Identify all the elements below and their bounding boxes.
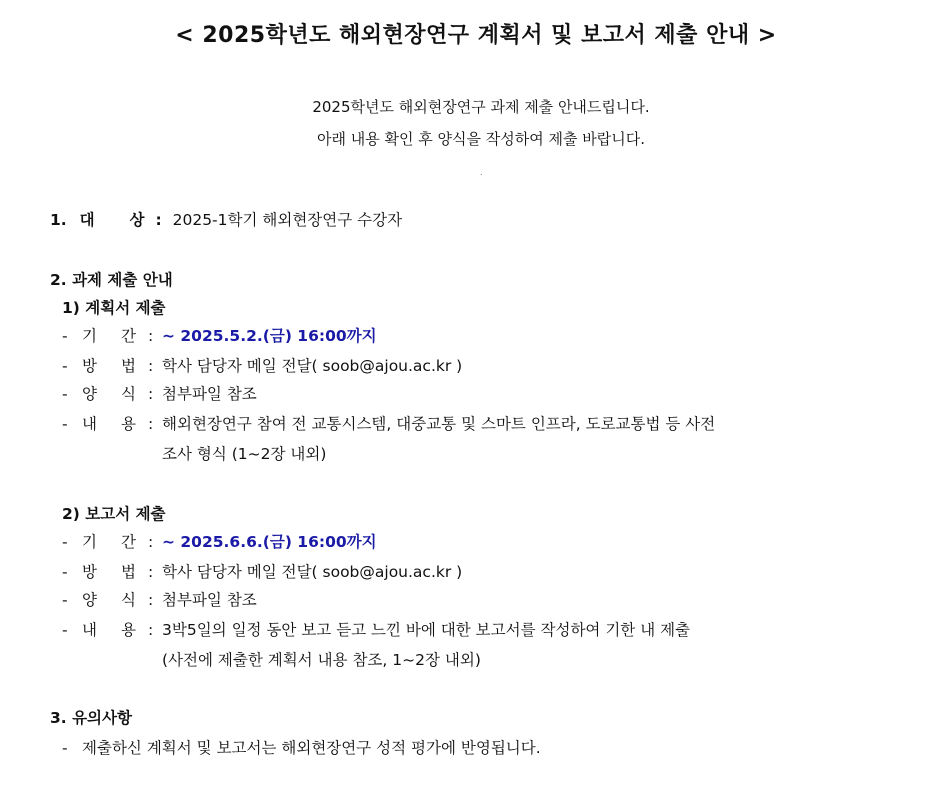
plan-row-period bbox=[62, 326, 377, 346]
plan-deadline: ~ 2025.5.2.(금) 16:00까지 bbox=[162, 327, 377, 345]
row-dash: - bbox=[62, 327, 68, 345]
row-label: 양 식 bbox=[82, 591, 136, 609]
row-colon: : bbox=[148, 327, 154, 345]
section-3-text: 제출하신 계획서 및 보고서는 해외현장연구 성적 평가에 반영됩니다. bbox=[82, 739, 541, 757]
section-1-value: 2025-1학기 해외현장연구 수강자 bbox=[172, 211, 403, 229]
section-1-label-a: 대 bbox=[79, 211, 95, 229]
report-deadline: ~ 2025.6.6.(금) 16:00까지 bbox=[162, 533, 377, 551]
plan-method-value: 학사 담당자 메일 전달( soob@ajou.ac.kr ) bbox=[162, 357, 463, 375]
row-label: 내 용 bbox=[82, 415, 136, 433]
row-label: 내 용 bbox=[82, 621, 136, 639]
section-2-heading: 2. 과제 제출 안내 bbox=[50, 271, 173, 289]
section-3-heading: 3. 유의사항 bbox=[50, 709, 132, 727]
section-1-colon: : bbox=[155, 211, 162, 229]
intro-line-1: 2025학년도 해외현장연구 과제 제출 안내드립니다. bbox=[312, 98, 650, 116]
report-row-period: - 기 간 : ~ 2025.6.6.(금) 16:00까지 bbox=[62, 533, 377, 551]
row-label: 기 간 bbox=[82, 327, 136, 345]
plan-content-value: 해외현장연구 참여 전 교통시스템, 대중교통 및 스마트 인프라, 도로교통법 등 사전 bbox=[162, 415, 716, 433]
report-method-value: 학사 담당자 메일 전달( soob@ajou.ac.kr ) bbox=[162, 563, 463, 581]
row-label: 기 간 bbox=[82, 533, 136, 551]
row-label: 양 식 bbox=[82, 385, 136, 403]
section-1-label-b: 상 bbox=[129, 211, 145, 229]
plan-content-continued: 조사 형식 (1~2장 내외) bbox=[162, 445, 327, 463]
section-1-target bbox=[50, 210, 402, 230]
document-title: < 2025학년도 해외현장연구 계획서 및 보고서 제출 안내 > bbox=[175, 23, 777, 48]
report-content-continued: (사전에 제출한 계획서 내용 참조, 1~2장 내외) bbox=[162, 651, 481, 669]
section-3-note: - 제출하신 계획서 및 보고서는 해외현장연구 성적 평가에 반영됩니다. bbox=[62, 739, 541, 757]
report-row-form: - 양 식 : 첨부파일 참조 bbox=[62, 591, 257, 609]
intro-line-2: 아래 내용 확인 후 양식을 작성하여 제출 바랍니다. bbox=[317, 130, 645, 148]
row-label: 방 법 bbox=[82, 563, 136, 581]
report-heading: 2) 보고서 제출 bbox=[62, 505, 166, 523]
report-content-value: 3박5일의 일정 동안 보고 듣고 느낀 바에 대한 보고서를 작성하여 기한 내 제출 bbox=[162, 621, 691, 639]
row-label: 방 법 bbox=[82, 357, 136, 375]
plan-row-method: - 방 법 : 학사 담당자 메일 전달( soob@ajou.ac.kr ) bbox=[62, 357, 463, 375]
intro-dot: . bbox=[480, 168, 483, 177]
plan-row-form: - 양 식 : 첨부파일 참조 bbox=[62, 385, 257, 403]
plan-row-content: - 내 용 : 해외현장연구 참여 전 교통시스템, 대중교통 및 스마트 인프라, 도로교통법 등 사전 bbox=[62, 415, 716, 433]
plan-heading: 1) 계획서 제출 bbox=[62, 299, 166, 317]
report-row-method: - 방 법 : 학사 담당자 메일 전달( soob@ajou.ac.kr ) bbox=[62, 563, 463, 581]
report-form-value: 첨부파일 참조 bbox=[162, 591, 257, 609]
plan-form-value: 첨부파일 참조 bbox=[162, 385, 257, 403]
section-1-number: 1. bbox=[50, 211, 67, 229]
report-row-content: - 내 용 : 3박5일의 일정 동안 보고 듣고 느낀 바에 대한 보고서를 작성하여 기한 내 제출 bbox=[62, 621, 691, 639]
